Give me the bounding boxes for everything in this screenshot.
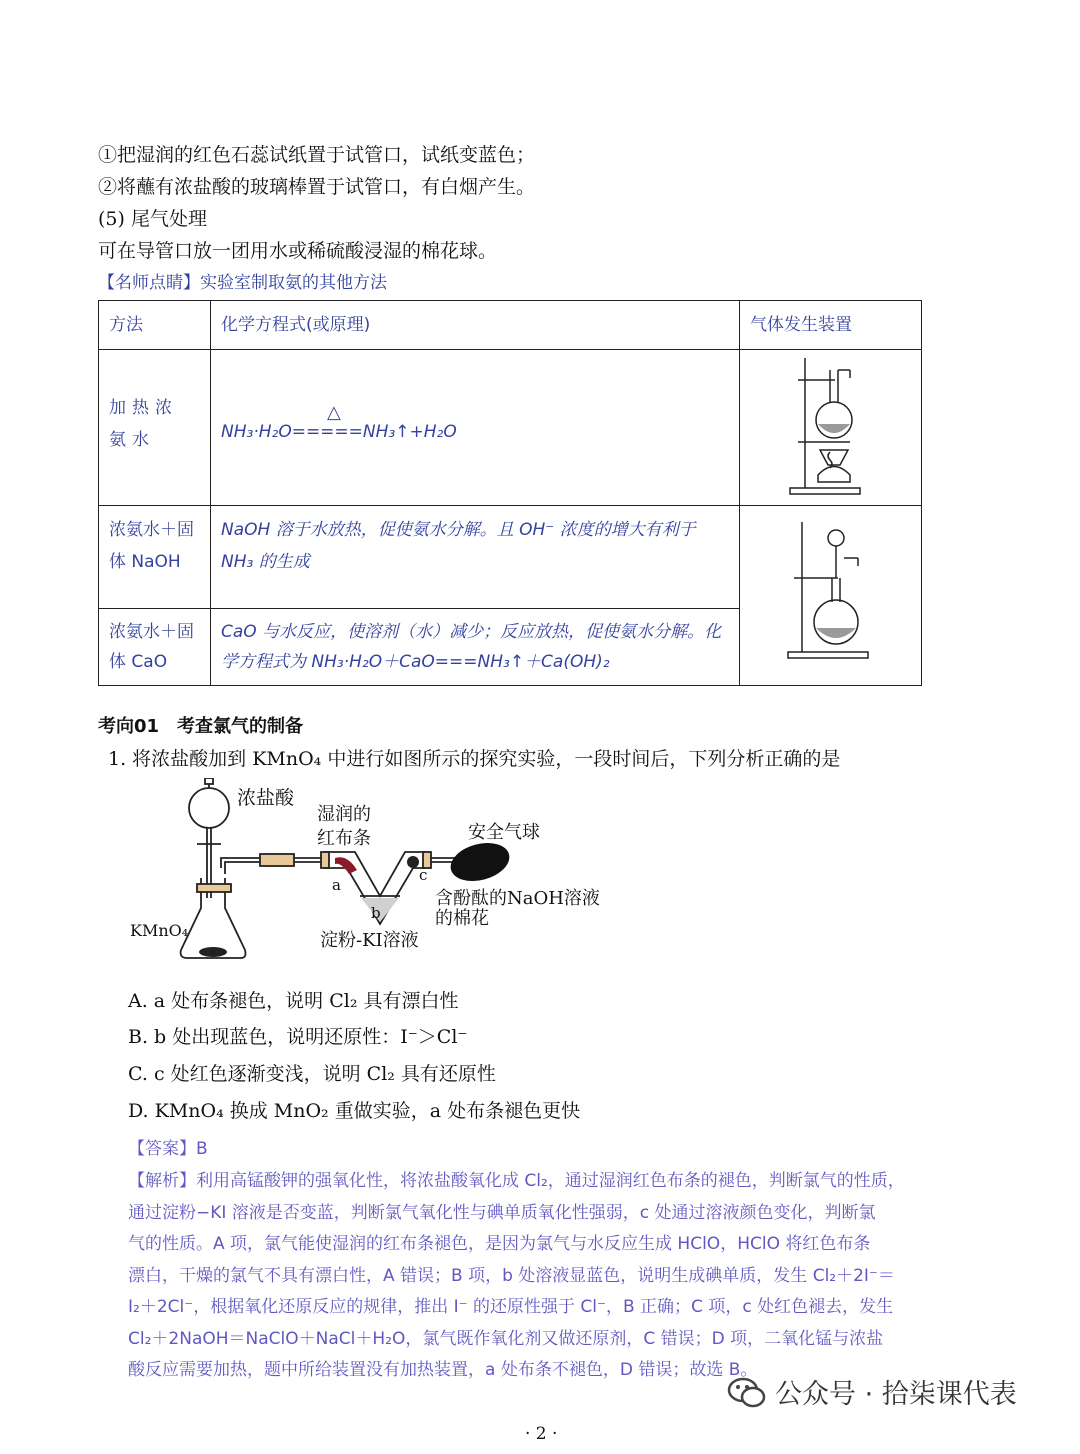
wechat-icon xyxy=(727,1375,767,1409)
option-a: A. a 处布条褪色，说明 Cl₂ 具有漂白性 xyxy=(128,990,459,1012)
table-header-principle: 化学方程式(或原理) xyxy=(211,301,740,350)
analysis-line: Cl₂＋2NaOH＝NaClO＋NaCl＋H₂O，氯气既作氧化剂又做还原剂，C 错误；D 项，二氧化锰与浓盐 xyxy=(128,1328,884,1349)
label-naoh-1: 含酚酞的NaOH溶液 xyxy=(435,888,600,909)
heating-apparatus-diagram xyxy=(740,350,921,500)
answer-text: 【答案】B xyxy=(128,1139,208,1159)
label-kmno4: KMnO₄ xyxy=(130,921,189,940)
principle-cell: CaO 与水反应，使溶剂（水）减少；反应放热，促使氨水分解。化学方程式为 NH₃·H₂O＋CaO===NH₃↑＋Ca(OH)₂ xyxy=(211,609,740,686)
label-wet-1: 湿润的 xyxy=(317,804,371,825)
label-ki: 淀粉-KI溶液 xyxy=(320,930,419,951)
text-line-3: (5) 尾气处理 xyxy=(98,208,207,230)
apparatus-cell-1 xyxy=(740,350,922,506)
analysis-line: 漂白，干燥的氯气不具有漂白性，A 错误；B 项，b 处溶液显蓝色，说明生成碘单质，发生 Cl₂＋2I⁻＝ xyxy=(128,1265,895,1286)
flask-apparatus-diagram xyxy=(740,506,921,671)
question-text: 1. 将浓盐酸加到 KMnO₄ 中进行如图所示的探究实验，一段时间后，下列分析正确的是 xyxy=(108,748,841,770)
principle-cell xyxy=(211,350,740,506)
text-line-1: ①把湿润的红色石蕊试纸置于试管口，试纸变蓝色； xyxy=(98,144,536,166)
option-b: B. b 处出现蓝色，说明还原性：I⁻＞Cl⁻ xyxy=(128,1026,468,1048)
analysis-line: 酸反应需要加热，题中所给装置没有加热装置，a 处布条不褪色，D 错误；故选 B。 xyxy=(128,1360,758,1380)
label-naoh-2: 的棉花 xyxy=(435,908,489,929)
analysis-block xyxy=(128,1166,988,1387)
label-a: a xyxy=(332,876,341,894)
label-balloon: 安全气球 xyxy=(468,822,540,843)
label-wet-2: 红布条 xyxy=(317,828,371,849)
principle-cell: NaOH 溶于水放热，促使氨水分解。且 OH⁻ 浓度的增大有利于 NH₃ 的生成 xyxy=(211,506,740,609)
label-c: c xyxy=(419,866,428,884)
apparatus-cell-2 xyxy=(740,506,922,686)
analysis-line: I₂＋2Cl⁻，根据氧化还原反应的规律，推出 I⁻ 的还原性强于 Cl⁻，B 正确；C 项，c 处红色褪去，发生 xyxy=(128,1297,894,1317)
equation-text: NH₃·H₂O=====NH₃↑+H₂O xyxy=(221,422,457,442)
analysis-line: 【解析】利用高锰酸钾的强氧化性，将浓盐酸氧化成 Cl₂，通过湿润红色布条的褪色，判断氯气的性质， xyxy=(128,1171,905,1191)
section-heading: 考向01 考查氯气的制备 xyxy=(98,716,304,737)
analysis-line: 通过淀粉−KI 溶液是否变蓝，判断氯气氧化性与碘单质氧化性强弱，c 处通过溶液颜色变化，判断氯 xyxy=(128,1202,876,1223)
methods-table xyxy=(98,300,922,686)
method-cell: 浓氨水＋固体 CaO xyxy=(99,609,211,686)
analysis-line: 气的性质。A 项，氯气能使湿润的红布条褪色，是因为氯气与水反应生成 HClO，HClO 将红色布条 xyxy=(128,1234,871,1254)
watermark-text: 公众号 · 拾柒课代表 xyxy=(775,1379,1017,1410)
table-header-method: 方法 xyxy=(99,301,211,350)
option-c: C. c 处红色逐渐变浅，说明 Cl₂ 具有还原性 xyxy=(128,1063,496,1085)
page-number: · 2 · xyxy=(525,1424,558,1444)
table-row xyxy=(99,506,922,609)
tip-title: 【名师点睛】实验室制取氨的其他方法 xyxy=(98,273,387,293)
text-line-4: 可在导管口放一团用水或稀硫酸浸湿的棉花球。 xyxy=(98,240,498,262)
table-row xyxy=(99,350,922,506)
label-hcl: 浓盐酸 xyxy=(237,787,295,809)
label-b: b xyxy=(371,904,381,922)
method-cell: 加热浓氨水 xyxy=(99,350,211,506)
experiment-diagram xyxy=(125,778,615,973)
option-d: D. KMnO₄ 换成 MnO₂ 重做实验，a 处布条褪色更快 xyxy=(128,1100,581,1122)
heat-triangle: △ xyxy=(327,402,341,423)
table-header-apparatus: 气体发生装置 xyxy=(740,301,922,350)
method-cell: 浓氨水＋固体 NaOH xyxy=(99,506,211,609)
text-line-2: ②将蘸有浓盐酸的玻璃棒置于试管口，有白烟产生。 xyxy=(98,176,536,198)
watermark xyxy=(727,1372,1017,1411)
